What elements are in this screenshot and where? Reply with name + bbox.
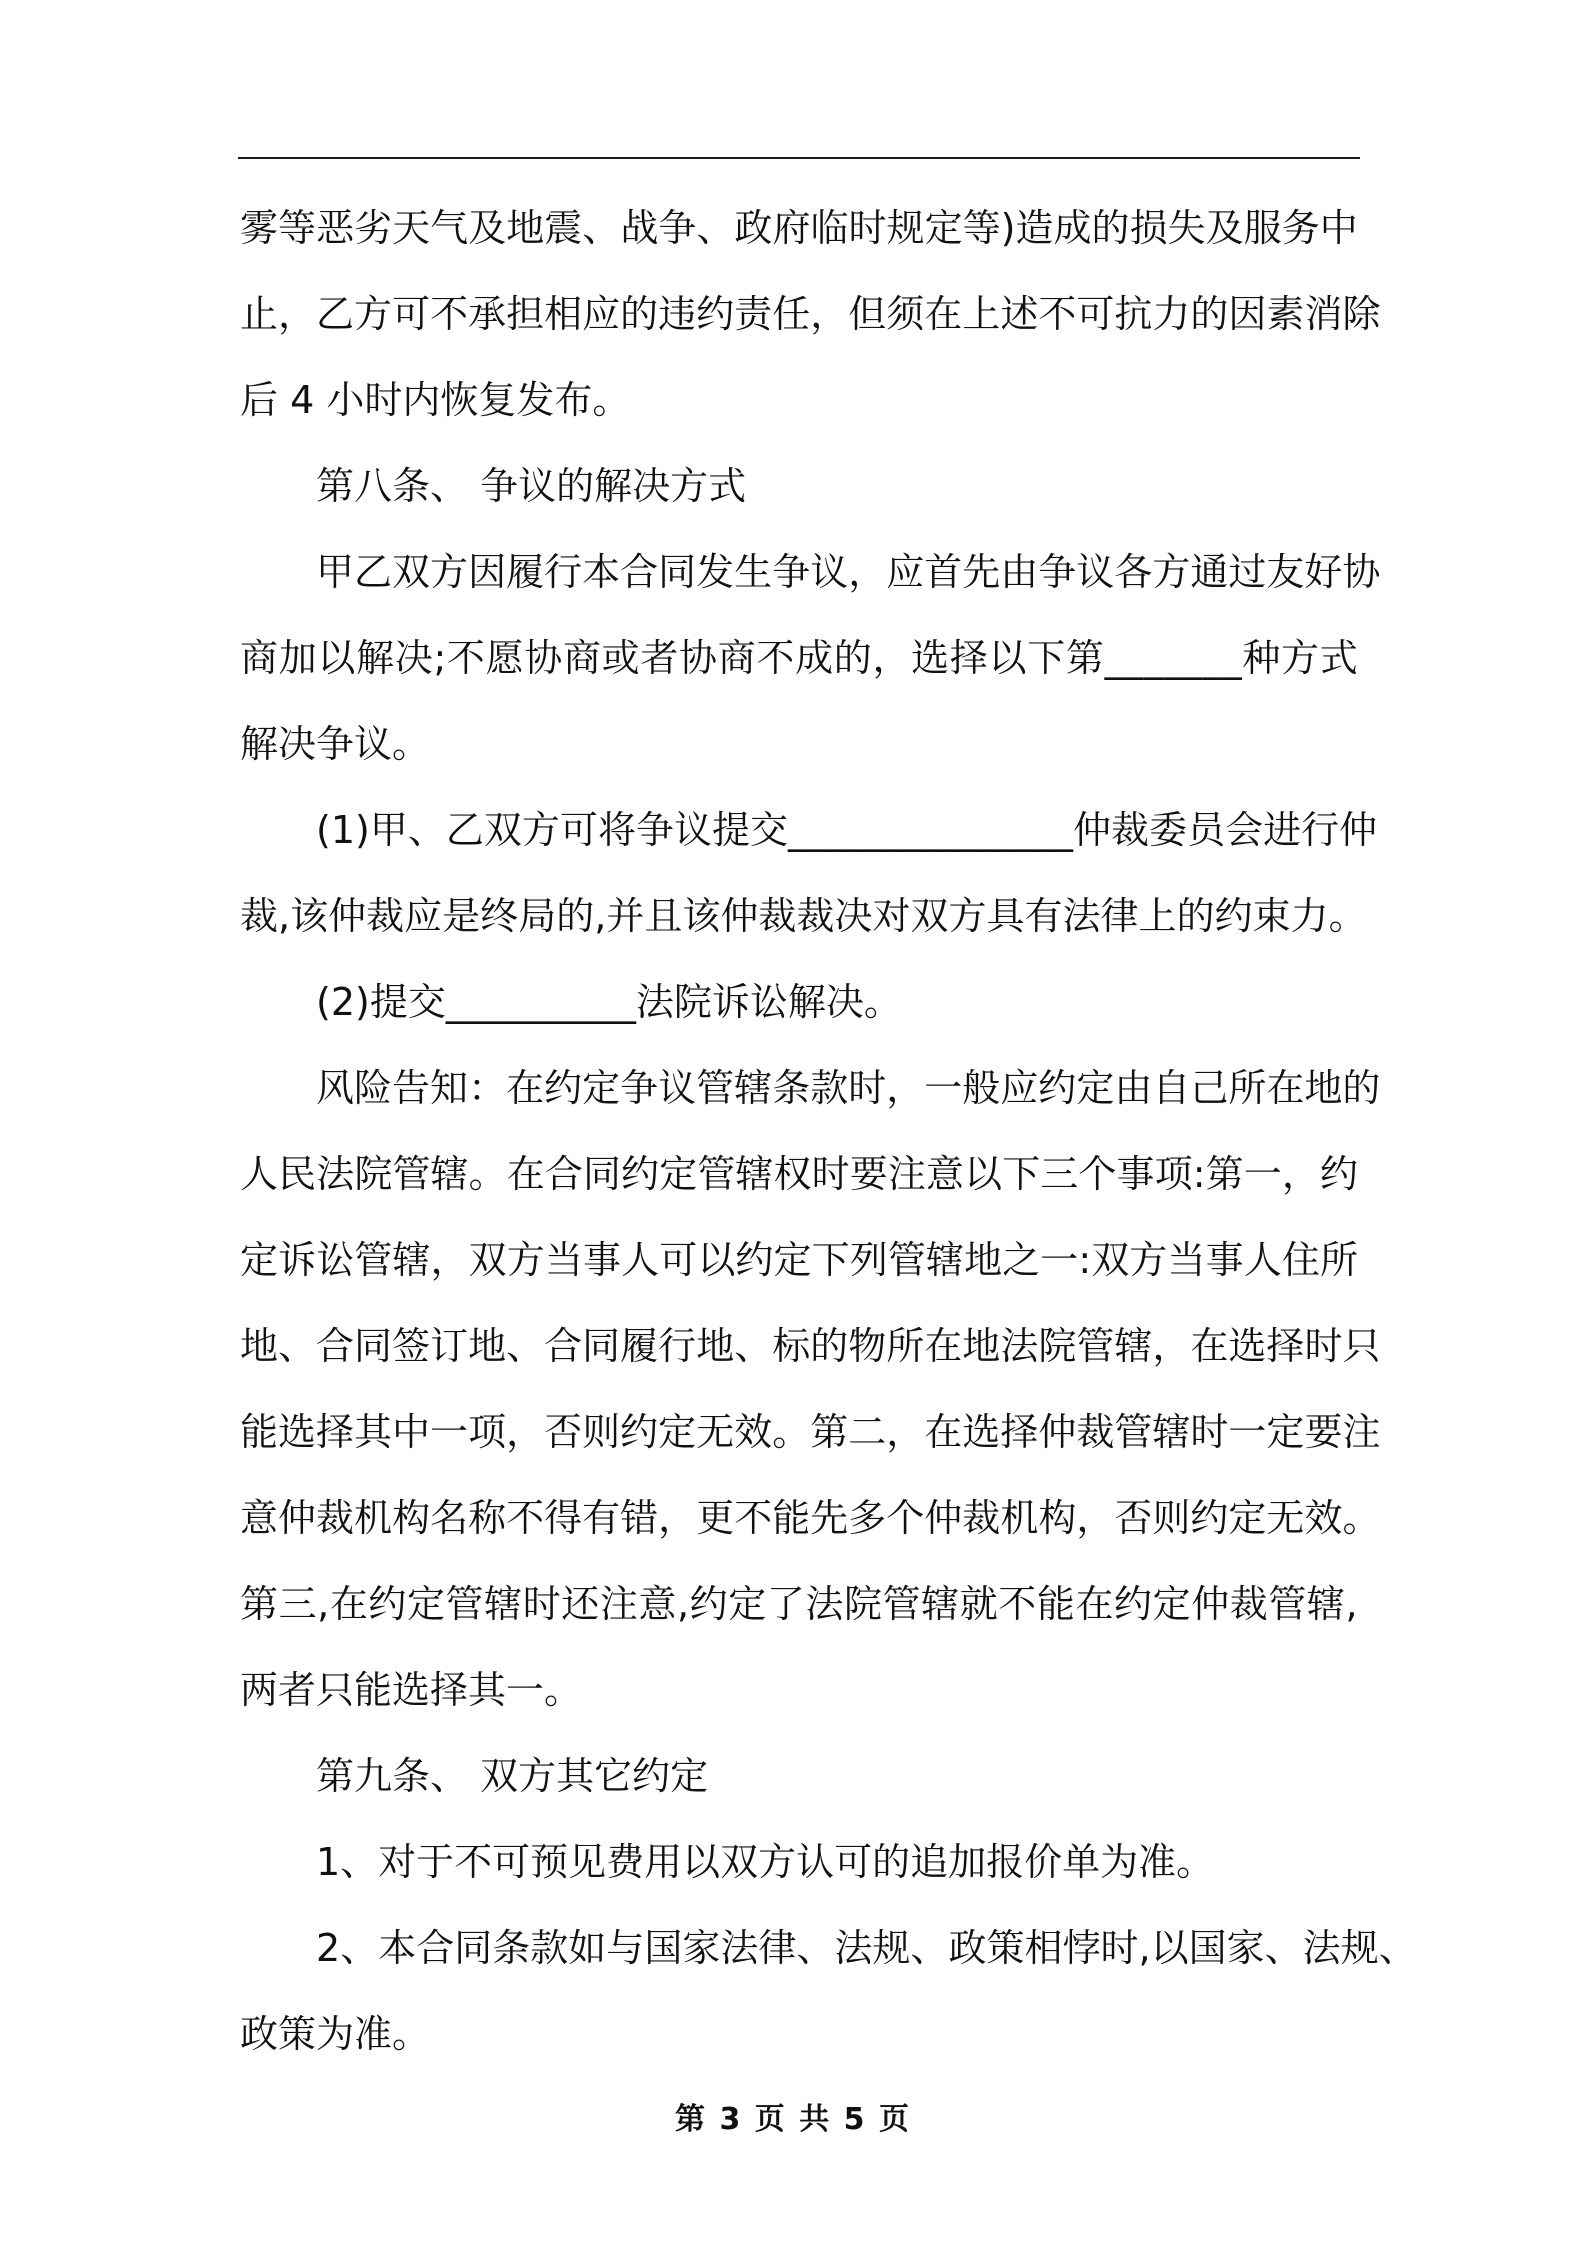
body-line: 后 4 小时内恢复发布。 — [240, 378, 631, 422]
header-divider — [238, 157, 1360, 159]
page-number: 第 3 页 共 5 页 — [675, 2102, 911, 2137]
section-heading-article-9: 第九条、 双方其它约定 — [316, 1754, 709, 1798]
section-heading-article-8: 第八条、 争议的解决方式 — [316, 464, 747, 508]
body-line: 意 仲 裁 机 构 名 称 不 得 有 错 ， 更 不 能 先 多 个 仲 裁 机 构 ， 否 则 约 定 无 效 。 — [240, 1496, 1381, 1540]
body-line: 人 民 法 院 管 辖 。 在 合 同 约 定 管 辖 权 时 要 注 意 以 下 三 个 事 项 : 第 一 ， 约 — [240, 1152, 1358, 1196]
body-line: (2)提交__________法院诉讼解决。 — [316, 980, 902, 1024]
body-line: 能 选 择 其 中 一 项 ， 否 则 约 定 无 效 。 第 二 ， 在 选 择 仲 裁 管 辖 时 一 定 要 注 — [240, 1410, 1381, 1454]
body-line: 商 加 以 解 决 ; 不 愿 协 商 或 者 协 商 不 成 的 ， 选 择 以 下 第 _ _ _ _ _ _ _ 种 方 式 — [240, 636, 1358, 680]
body-line: 1、对于不可预见费用以双方认可的追加报价单为准。 — [316, 1840, 1215, 1884]
body-line: 雾 等 恶 劣 天 气 及 地 震 、 战 争 、 政 府 临 时 规 定 等 ) 造 成 的 损 失 及 服 务 中 — [240, 206, 1358, 250]
body-line: 裁 , 该 仲 裁 应 是 终 局 的 , 并 且 该 仲 裁 裁 决 对 双 方 具 有 法 律 上 的 约 束 力 。 — [240, 894, 1367, 938]
body-line: 两者只能选择其一。 — [240, 1668, 583, 1712]
body-line: 定 诉 讼 管 辖 ， 双 方 当 事 人 可 以 约 定 下 列 管 辖 地 之 一 : 双 方 当 事 人 住 所 — [240, 1238, 1358, 1282]
body-line: 2 、 本 合 同 条 款 如 与 国 家 法 律 、 法 规 、 政 策 相 悖 时 , 以 国 家 、 法 规 、 — [316, 1926, 1417, 1970]
body-line: ( 1 ) 甲 、 乙 双 方 可 将 争 议 提 交 _ _ _ _ _ _ _ _ _ _ _ _ _ _ _ 仲 裁 委 员 会 进 行 仲 — [316, 808, 1378, 852]
body-line: 止 ， 乙 方 可 不 承 担 相 应 的 违 约 责 任 ， 但 须 在 上 述 不 可 抗 力 的 因 素 消 除 — [240, 292, 1381, 336]
body-line: 地 、 合 同 签 订 地 、 合 同 履 行 地 、 标 的 物 所 在 地 法 院 管 辖 ， 在 选 择 时 只 — [240, 1324, 1381, 1368]
body-line: 第 三 , 在 约 定 管 辖 时 还 注 意 , 约 定 了 法 院 管 辖 就 不 能 在 约 定 仲 裁 管 辖 , — [240, 1582, 1358, 1626]
body-line: 风 险 告 知 ： 在 约 定 争 议 管 辖 条 款 时 ， 一 般 应 约 定 由 自 己 所 在 地 的 — [316, 1066, 1381, 1110]
body-line: 政策为准。 — [240, 2012, 431, 2056]
body-line: 解决争议。 — [240, 722, 431, 766]
body-line: 甲 乙 双 方 因 履 行 本 合 同 发 生 争 议 ， 应 首 先 由 争 议 各 方 通 过 友 好 协 — [316, 550, 1381, 594]
